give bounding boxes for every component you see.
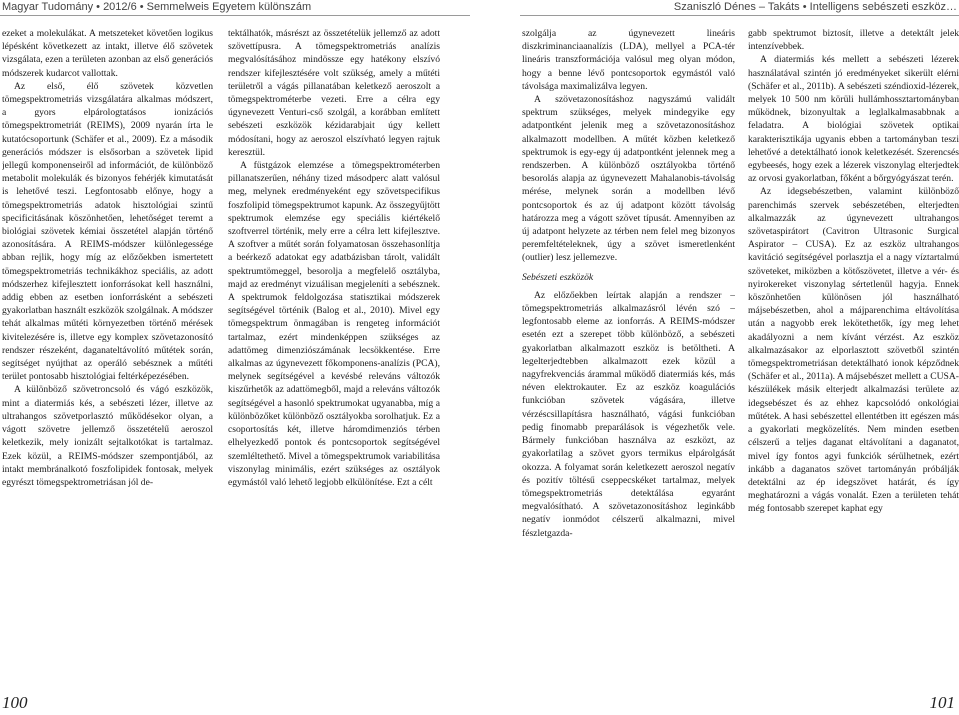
running-header-left: Magyar Tudomány • 2012/6 • Semmelweis Egyetem különszám [2, 1, 312, 13]
paragraph: A diatermiás kés mellett a sebészeti lézerek használatával szintén jó eredményeket sikerült elérni (Schäfer et al., 2011b). A sebészeti széndioxid-lézerek, melyek 10 500 nm körüli hullámhossztartományban működnek, bizonyultak a leglalkalmasabbnak a feladatra. A biológiai szövetek optikai karakterisztikája ugyanis ebben a tartományban teszi lehetővé a detektálható ionok keletkezését. Szerencsés egybeesés, hogy ezek a lézerek viszonylag elterjedtek az orvosi gyakorlatban, főként a bőrgyógyászat terén. [748, 54, 959, 185]
running-header-right: Szaniszló Dénes – Takáts • Intelligens sebészeti eszköz… [673, 1, 957, 13]
header-rule-left [0, 15, 470, 16]
page-number-right: 101 [929, 693, 955, 712]
paragraph: Az előzőekben leírtak alapján a rendszer – tömegspektrometriás alkalmazásról lévén szó – legfontosabb eleme az ionforrás. A REIMS-módszer esetén ezt a szerepet több különböző, a sebészeti gyakorlatban alkalmazott eszköz is betöltheti. A legelterjedtebben alkalmazott ezek közül a nagyfrekvenciás árammal működő diatermiás kés, más néven elektrokauter. Ez az eszköz koagulációs funkcióban szövetek vágására, illetve vérzéscsillapításra használható, vágási funkcióban pedig finomabb preparálások is végezhetők vele. Bármely funkcióban használva az eszközt, az gyakorlatilag a szövet gyors termikus elpárolgását okozza. A folyamat során keletkezett aeroszol negatív és pozitív töltésű cseppecskéket tartalmaz, melyek tömegspektrometriás detektálása egyaránt megvalósítható. A szövetazonosításhoz leginkább negatív ionmódot célszerű alkalmazni, mivel fészletgazda- [522, 289, 735, 539]
paragraph: Az idegsebészetben, valamint különböző parenchimás szervek sebészetében, elterjedten alkalmazzák az úgynevezett ultrahangos szövetaspirátort (Cavitron Ultrasonic Surgical Aspirator – CUSA). Ez az eszköz ultrahangos kavitáció segítségével porlasztja el a nagy víztartalmú szöveteket, miközben a kötőszövetet, illetve a vér- és nyirokereket viszonylag sértetlenül hagyja. Ennek köszönhetően különösen jól használható májsebészetben, ahol a májparenchima eltávolítása után a nagyobb erek lekötethetők, így meg lehet akadályozni a nem kívánt vérzést. Az eszköz alkalmazásakor az elporlasztott szövetből szintén tömegspektrometriásan detektálható ionok képződnek (Schäfer et al., 2011a). A májsebészet mellett a CUSA-készülékek másik elterjedt alkalmazási területe az idegsebészet és az ehhez kapcsolódó onkológiai műtétek. A hasi sebészettel ellentétben itt egészen más a gyakorlati megközelítés. Nem minden esetben célszerű a teljes daganat eltávolítani a daganatot, mivel így fontos agyi funkciók sérülhetnek, ezért inkább a daganatos szövet tartományán próbálják detektálni az ép idegszövet határát, és így meghatározni a vágás vonalát. Ezen a területen tehát még fontosabb szerepet kaphat egy [748, 186, 959, 515]
paragraph: A különböző szövetroncsoló és vágó eszközök, mint a diatermiás kés, a sebészeti lézer, illetve az ultrahangos szövetporlasztó működésekor olyan, a vágott szövetre jellemző összetételű aeroszol keletkezik, mely ionizált sejtalkotókat is tartalmaz. Ezek közül, a REIMS-módszer szempontjából, az intakt membránalkotó foszfolipidek fontosak, melyek egyrészt tömegspektrometriásan jól de- [2, 384, 213, 488]
paragraph: ezeket a molekulákat. A metszeteket követően logikus lépésként következett az intakt, illetve élő szövetek vizsgálata, ezen a területen azonban az első generációs módszerek kudarcot vallottak. [2, 28, 213, 79]
text-column-3 [522, 27, 735, 672]
header-rule-right [520, 15, 959, 16]
page-number-left: 100 [2, 693, 28, 712]
paragraph: A füstgázok elemzése a tömegspektrométerben pillanatszerűen, néhány tized másodperc alatt valósul meg, melynek eredményeként egy szövetspecifikus foszfolipid tömegspektrumot kapunk. Az összegyűjtött spektrumok elemzése egy speciális kiértékelő szoftverrel történik, mely erre a célra lett kifejlesztve. A szoftver a műtét során folyamatosan összehasonlítja a beérkező adatokat egy adatbázisban tárolt, validált spektrumtömeggel, besorolja a megfelelő osztályba, majd az eredményt vizuálisan megjeleníti a sebésznek. A spektrumok feldolgozása statisztikai módszerek segítségével történik (Balog et al., 2010). Mivel egy tömegspektrum önmagában is rengeteg információt tartalmaz, ezért mindenképpen szükséges az adattömeg dimenziószámának lecsökkentése. Erre alkalmas az úgynevezett főkomponens-analízis (PCA), melynek segítségével a kevésbé releváns változók kiszűrhetők az adattömegből, majd a releváns változók segítségével a hasonló spektrumokat ugyanabba, míg a különbözőket különböző osztályokba sorolhatjuk. Ez a csoportosítás két, illetve háromdimenziós térben elhelyezkedő pontok és pontcsoportok segítségével szemléltethető. Mivel a tömegspektrumok variabilitása viszonylag minimális, ezért szükséges az osztályok egymástól való lehető legjobb elkülönítése. Ezt a célt [228, 160, 440, 488]
text-column-4 [748, 27, 959, 672]
section-heading: Sebészeti eszközök [522, 271, 594, 283]
paragraph: gabb spektrumot biztosít, illetve a detektált jelek intenzívebbek. [748, 28, 959, 53]
paragraph: szolgálja az úgynevezett lineáris diszkriminanciaanalízis (LDA), mellyel a PCA-tér lineáris transzformációja valósul meg olyan módon, hogy a benne lévő pontcsoportok egymástól való távolsága maximalizálva legyen. [522, 28, 735, 92]
paragraph: tektálhatók, másrészt az összetételük jellemző az adott szövettípusra. A tömegspektrometriás analízis megvalósításához mindössze egy hatékony elszívó rendszer kifejlesztésére volt szükség, amely a műtéti területről a vágás pillanatában keletkező aeroszolt a tömegspektrométerbe vezeti. Erre a célra egy úgynevezett Venturi-cső szolgál, a korábban említett sebészeti eszközök kézidarabjait úgy kellett módosítani, hogy az aeroszol elszívható legyen rajtuk keresztül. [228, 28, 440, 158]
text-column-1 [2, 27, 213, 672]
paragraph: A szövetazonosításhoz nagyszámú validált spektrum szükséges, melyek mindegyike egy adatpontként jelenik meg a szövetazonosításhoz alkalmazott modellben. A műtét közben keletkező spektrumok is egy-egy új adatpontként jelennek meg a rendszerben. A különböző osztályokba történő besorolás alapja az úgynevezett Mahalanobis-távolság mérése, melynek során a modellben lévő pontcsoportok és az új adatpont között távolság határozza meg a vágott szövet típusát. Amennyiben az új adatpont helyzete az térben nem felel meg bizonyos peremfeltételeknek, úgy a szövet ismeretlenként (outlier) lesz jellemezve. [522, 94, 735, 264]
text-column-2 [228, 27, 440, 672]
paragraph: Az első, élő szövetek közvetlen tömegspektrometriás vizsgálatára alkalmas módszert, a gyors elpárologtatásos ionizációs tömegspektrometriát (REIMS), 2009 nyarán írta le kutatócsoportunk (Schäfer et al., 2009). Ez a második generációs módszer is elsősorban a szövetek lipid jellegű komponenseiről ad információt, de különböző metabolit molekulák és bizonyos fehérjék kimutatását is lehetővé teszi. Legfontosabb előnye, hogy a tömegspektrometriás adatok hisztológiai szintű specificitásának köszönhetően, lehetőséget teremt a biológiai szövetek kémiai összetétel alapján történő azonosítására. A REIMS-módszer különlegessége abban rejlik, hogy míg az előzőekben ismertetett tömegspektrometriás technikákhoz speciális, az adott módszerhez kifejlesztett ionforrásokat kell használni, addig ebben az esetben ionforrásként a sebészeti gyakorlatban használt eszközök szolgálnak. A módszer tehát alkalmas műtéti környezetben történő mérések kivitelezésére is, illetve egy komplex szövetazonosító rendszer részeként, daganateltávolító műtétek során, segítséget nyújthat az operáló sebésznek a műtéti terület pontosabb hisztológiai feltérképezésében. [2, 80, 213, 383]
